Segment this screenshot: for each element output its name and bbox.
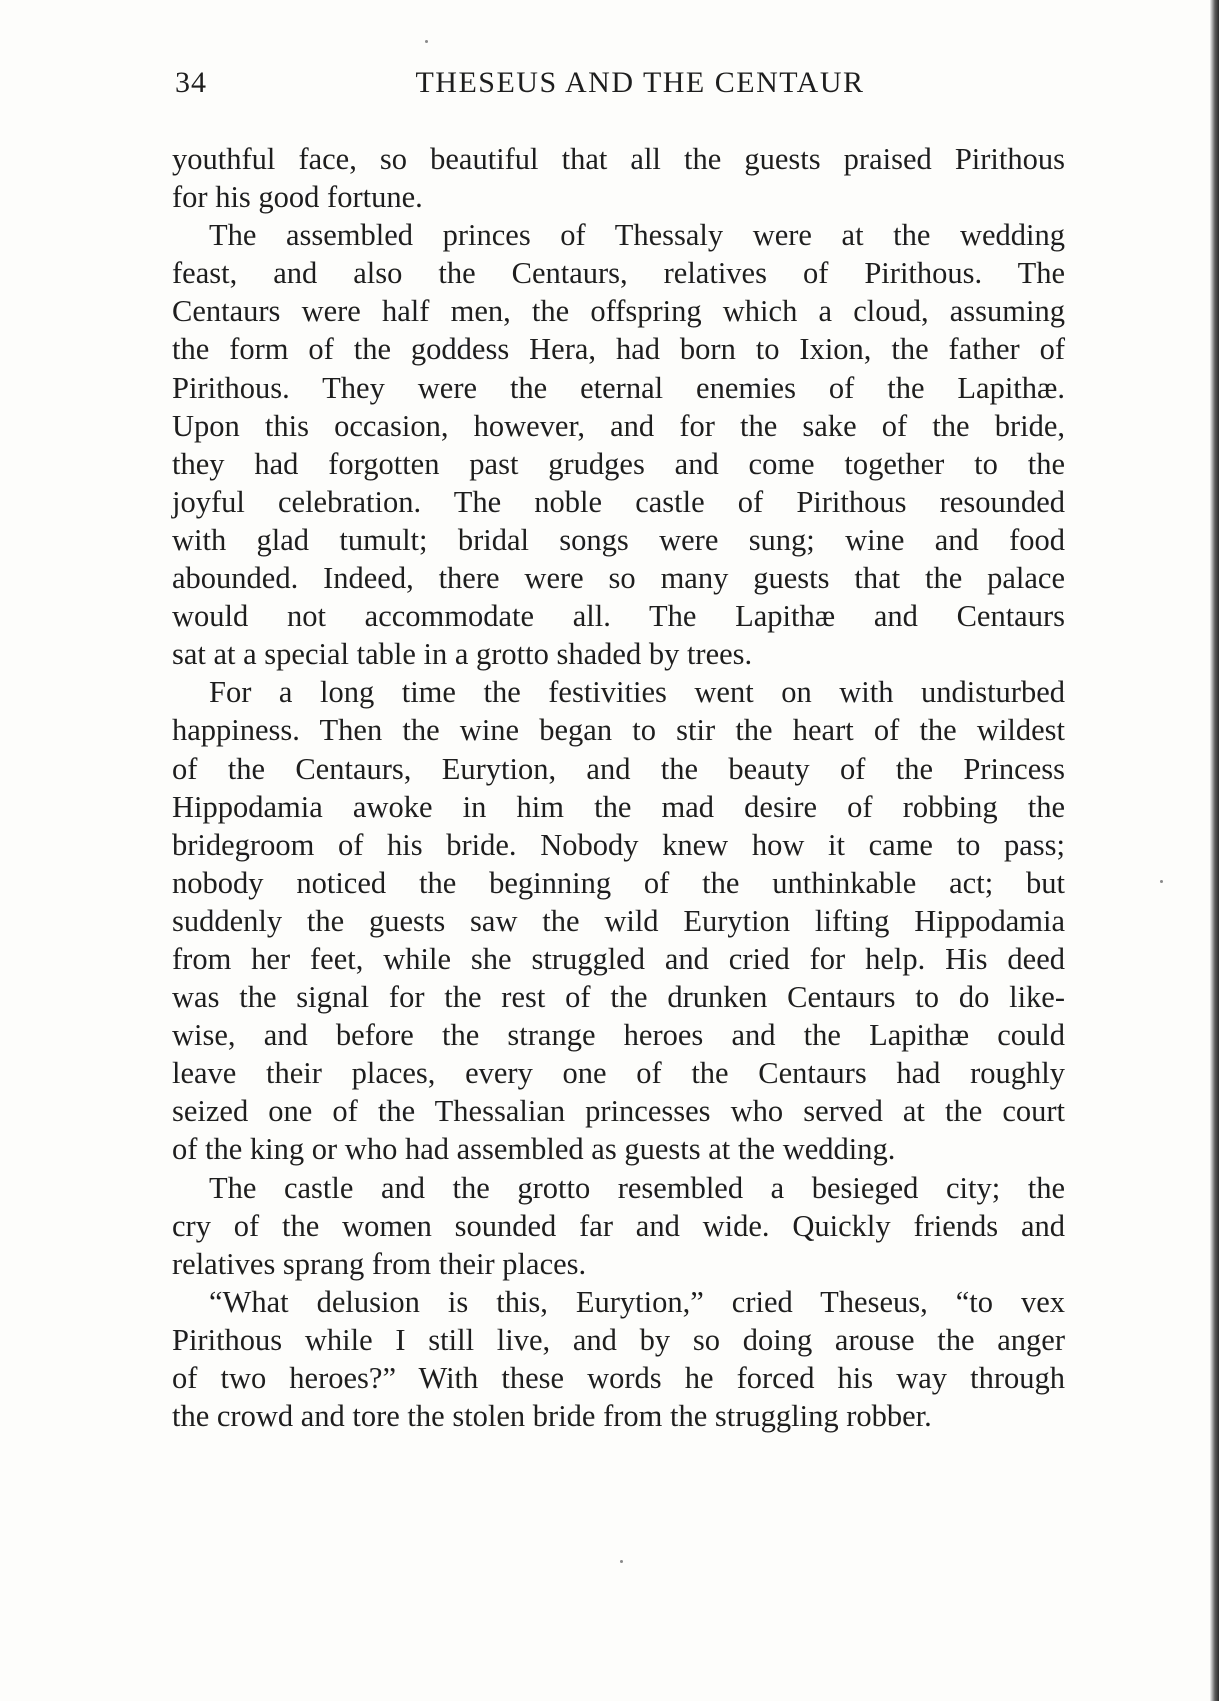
scan-edge-shadow: [1210, 0, 1219, 1701]
paragraph: [172, 140, 1065, 216]
scan-speck: [1160, 880, 1163, 883]
scan-speck: [425, 40, 428, 43]
text-line: would not accommodate all. The Lapithæ and Centaurs: [172, 599, 1065, 634]
text-line: the crowd and tore the stolen bride from the struggling robber.: [172, 1399, 932, 1434]
text-line: they had forgotten past grudges and come together to the: [172, 446, 1065, 481]
text-line: “What delusion is this, Eurytion,” cried Theseus, “to vex: [209, 1284, 1065, 1319]
paragraph: [172, 1169, 1065, 1283]
running-title: THESEUS AND THE CENTAUR: [415, 66, 865, 99]
text-line: happiness. Then the wine began to stir the heart of the wildest: [172, 713, 1065, 748]
body-text: [172, 140, 1065, 1435]
paragraph: [172, 216, 1065, 673]
page-number: 34: [175, 66, 207, 99]
text-line: from her feet, while she struggled and cried for help. His deed: [172, 941, 1065, 976]
text-line: bridegroom of his bride. Nobody knew how it came to pass;: [172, 827, 1065, 862]
text-line: Upon this occasion, however, and for the sake of the bride,: [172, 408, 1065, 443]
text-line: joyful celebration. The noble castle of Pirithous resounded: [172, 484, 1065, 519]
text-line: youthful face, so beautiful that all the guests praised Pirithous: [172, 142, 1065, 176]
text-line: of the Centaurs, Eurytion, and the beauty of the Princess: [172, 751, 1065, 786]
text-line: abounded. Indeed, there were so many guests that the palace: [172, 561, 1065, 596]
text-line: The castle and the grotto resembled a besieged city; the: [209, 1170, 1065, 1205]
text-line: leave their places, every one of the Centaurs had roughly: [172, 1056, 1065, 1091]
text-line: wise, and before the strange heroes and the Lapithæ could: [172, 1018, 1065, 1053]
scan-speck: [620, 1560, 623, 1563]
text-line: of two heroes?” With these words he forced his way through: [172, 1361, 1065, 1395]
text-line: relatives sprang from their places.: [172, 1246, 587, 1281]
text-line: cry of the women sounded far and wide. Quickly friends and: [172, 1208, 1065, 1243]
text-line: Pirithous. They were the eternal enemies of the Lapithæ.: [172, 370, 1065, 405]
text-line: Pirithous while I still live, and by so doing arouse the anger: [172, 1322, 1065, 1357]
text-line: for his good fortune.: [172, 180, 423, 215]
paragraph: [172, 1283, 1065, 1435]
paragraph: [172, 673, 1065, 1168]
text-line: of the king or who had assembled as guests at the wedding.: [172, 1132, 896, 1167]
text-line: The assembled princes of Thessaly were at the wedding: [209, 218, 1065, 253]
text-line: the form of the goddess Hera, had born to Ixion, the father of: [172, 332, 1065, 367]
text-line: Hippodamia awoke in him the mad desire of robbing the: [172, 789, 1065, 824]
text-line: sat at a special table in a grotto shaded by trees.: [172, 637, 753, 672]
page-header: [175, 66, 1065, 106]
text-line: feast, and also the Centaurs, relatives of Pirithous. The: [172, 256, 1065, 291]
text-line: was the signal for the rest of the drunken Centaurs to do like-: [172, 980, 1065, 1015]
text-line: Centaurs were half men, the offspring which a cloud, assuming: [172, 294, 1065, 329]
text-line: For a long time the festivities went on with undisturbed: [209, 675, 1065, 710]
text-line: with glad tumult; bridal songs were sung; wine and food: [172, 522, 1065, 557]
text-line: suddenly the guests saw the wild Eurytion lifting Hippodamia: [172, 903, 1065, 938]
text-line: seized one of the Thessalian princesses who served at the court: [172, 1094, 1065, 1129]
text-line: nobody noticed the beginning of the unthinkable act; but: [172, 865, 1065, 900]
